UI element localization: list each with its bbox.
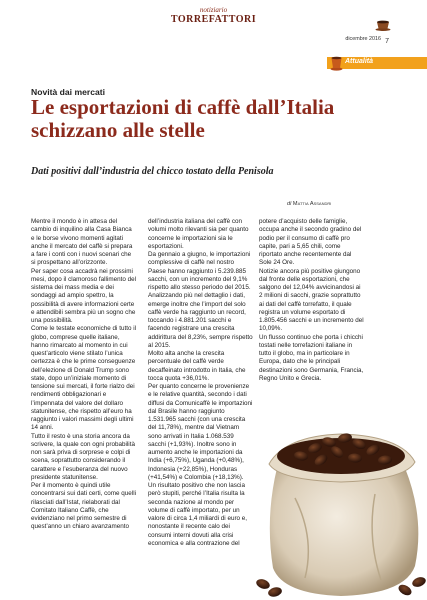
coffee-cup-section-icon	[330, 53, 343, 71]
paragraph: Tutto il resto è una storia ancora da scrivere, la quale con ogni probabilità non sarà priva di sorprese e colpi di scena, soprattutto considerando il carattere e l’esuberanza del nuovo presidente statunitense.	[31, 432, 135, 481]
article-column-3	[259, 218, 364, 383]
issue-date: dicembre 2016	[345, 36, 381, 42]
byline	[287, 201, 331, 207]
paragraph: potere d’acquisto delle famiglie, occupa anche il secondo gradino del podio per il consumo di caffè pro capite, pari a 5,65 chili, come riportato anche recentemente dal Sole 24 Ore.	[259, 218, 362, 267]
paragraph: Mentre il mondo è in attesa del cambio di inquilino alla Casa Bianca e le borse vivono momenti agitati anche il mercato del caffè si prepara a fare i conti con i nuovi scenari che si prospettano all’orizzonte.	[31, 218, 133, 267]
article-title: Le esportazioni di caffè dall’Italia schizzano alle stelle	[31, 95, 335, 142]
paragraph: Da gennaio a giugno, le importazioni complessive di caffè nel nostro Paese hanno raggiunto i 5.239.885 sacchi, con un incremento del 9,1% rispetto allo stesso periodo del 2015.	[148, 251, 251, 291]
paragraph: dell’industria italiana del caffè con volumi molto rilevanti sia per quanto concerne le importazioni sia le esportazioni.	[148, 218, 249, 250]
paragraph: Notizie ancora più positive giungono dal fronte delle esportazioni, che salgono del 12,04% avvicinandosi ai 2 milioni di sacchi, grazie soprattutto ai dati del caffè torrefatto, il quale registra un volume esportato di 1.805.456 sacchi e un incremento del 10,09%.	[259, 267, 364, 333]
paragraph: Molto alta anche la crescita percentuale del caffè verde decaffeinato introdotto in Italia, che tocca quota +36,01%.	[148, 350, 246, 382]
section-tab	[327, 57, 427, 69]
paragraph: Per quanto concerne le provenienze e le relative quantità, secondo i dati diffusi da Comunicaffè le importazioni dal Brasile hanno raggiunto 1.531.965 sacchi (con una crescita del 11,78%), mentre dal Vietnam sono arrivati in Italia 1.068.539 sacchi (+1,93%). Inoltre sono in aumento anche le importazioni da India (+6,75%), Uganda (+0,48%), Indonesia (+22,85%), Honduras (+41,54%) e Colombia (+18,13%).	[148, 383, 253, 481]
byline-author: Mattia Assandri	[292, 201, 332, 207]
brand-top: notiziario	[199, 6, 228, 14]
page-number: 7	[385, 38, 389, 45]
paragraph: Come le testate economiche di tutto il globo, comprese quelle italiane, hanno rimarcato al momento in cui quest’articolo viene stilato l’unica certezza è che le prime conseguenze dell’elezione di Donald Trump sono state, dopo un’iniziale momento di tensione sui mercati, il forte rialzo dei rendimenti obbligazionari e l’impennata del valore del dollaro statunitense, che rispetto all’euro ha raggiunto i valori massimi degli ultimi 14 anni.	[31, 325, 137, 432]
paragraph: Un risultato positivo che non lascia però stupiti, perché l’Italia risulta la seconda nazione al mondo per volume di caffè importato, per un valore di circa 1,4 miliardi di euro e, nonostante il recente calo dei consumi interni dovuti alla crisi economica e alla contrazione del	[148, 482, 248, 547]
coffee-cup-icon	[375, 19, 391, 31]
paragraph: Per il momento è quindi utile concentrarsi sui dati certi, come quelli rilasciati dall’Istat, rielaborati dal Comitato Italiano Caffè, che evidenziano nel primo semestre di quest’anno un chiaro avanzamento	[31, 482, 136, 531]
section-label: Attualità	[345, 58, 373, 65]
kicker: Novità dai mercati	[31, 87, 106, 97]
masthead	[0, 6, 427, 25]
article-column-1	[31, 218, 136, 532]
coffee-sack-illustration	[255, 398, 427, 600]
paragraph: Un flusso continuo che porta i chicchi tostati nelle torrefazioni italiane in tutto il globo, ma in particolare in Europa, dato che le principali destinazioni sono Germania, Francia, Regno Unito e Grecia.	[259, 333, 364, 382]
paragraph: Analizzando più nel dettaglio i dati, emerge inoltre che l’import del solo caffè verde ha raggiunto un record, toccando i 4.881.201 sacchi e facendo registrare una crescita addirittura del 8,23%, sempre rispetto al 2015.	[148, 292, 253, 349]
article-column-2	[148, 218, 253, 548]
paragraph: Per saper cosa accadrà nei prossimi mesi, dopo il clamoroso fallimento del sistema dei mass media e dei sondaggi ad ampio spettro, la possibilità di avere informazioni certe e attendibili sembra più un sogno che una possibilità.	[31, 267, 136, 324]
byline-prefix: di	[287, 201, 292, 207]
brand-name: TORREFATTORI	[170, 14, 257, 25]
article-subtitle: Dati positivi dall’industria del chicco tostato della Penisola	[31, 166, 274, 177]
